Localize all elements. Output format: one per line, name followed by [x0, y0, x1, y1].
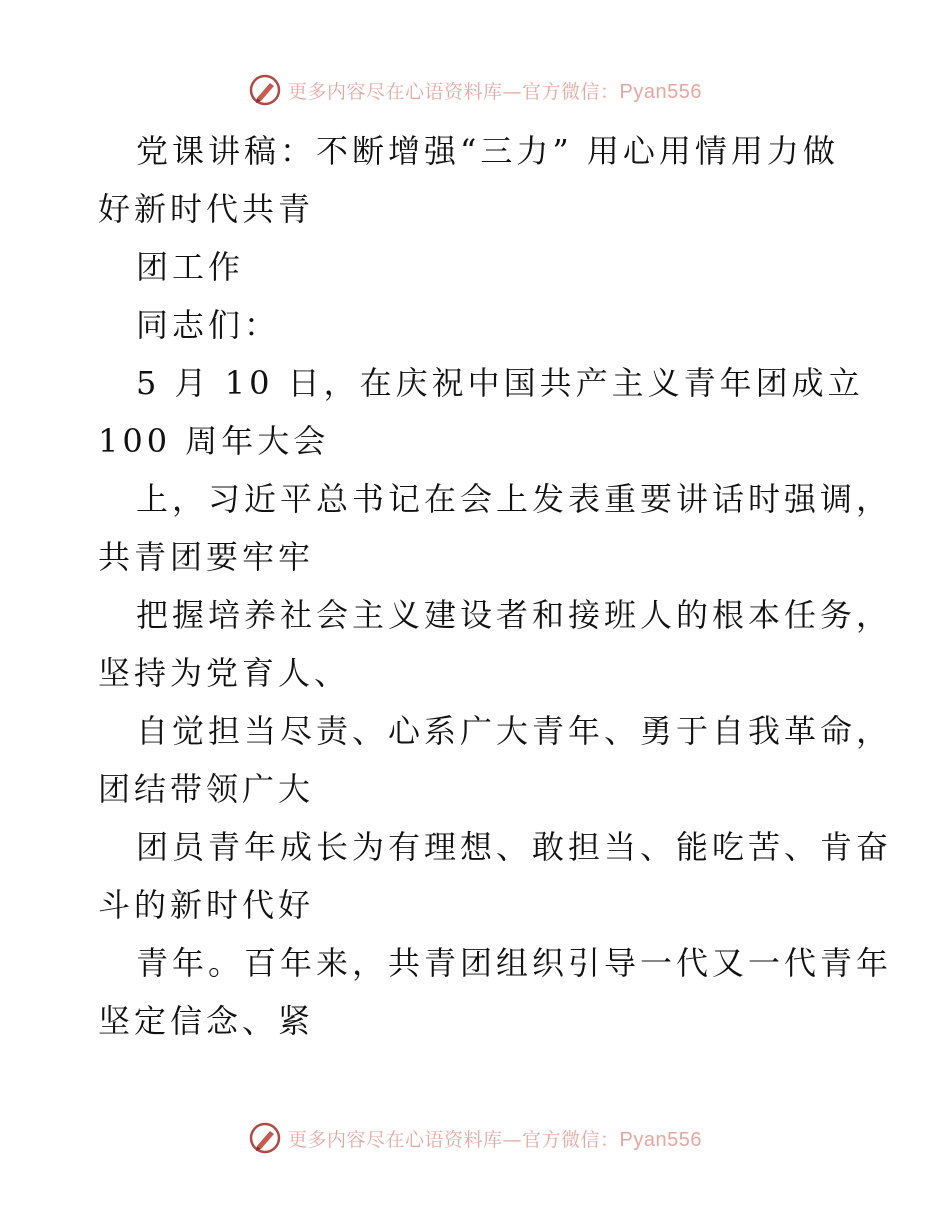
watermark-text: 更多内容尽在心语资料库—官方微信：Pyan556: [288, 1128, 702, 1151]
pen-logo-icon: [248, 1121, 282, 1155]
text-line: 青年。百年来，共青团组织引导一代又一代青年: [136, 944, 893, 982]
text-line: 自觉担当尽责、心系广大青年、勇于自我革命，: [136, 712, 893, 750]
text-line: 好新时代共青: [98, 190, 315, 228]
document-body: [98, 122, 893, 1050]
text-line: 共青团要牢牢: [98, 538, 315, 576]
pen-logo-icon: [248, 73, 282, 107]
text-line: 把握培养社会主义建设者和接班人的根本任务，: [136, 596, 893, 634]
footer-watermark: [0, 1118, 950, 1158]
text-line: 100 周年大会: [98, 422, 330, 460]
text-line: 斗的新时代好: [98, 886, 315, 924]
text-line: 团员青年成长为有理想、敢担当、能吃苦、肯奋: [136, 828, 893, 866]
watermark-text: 更多内容尽在心语资料库—官方微信：Pyan556: [288, 80, 702, 103]
text-line: 坚定信念、紧: [98, 1002, 315, 1040]
text-line: 5 月 10 日，在庆祝中国共产主义青年团成立: [136, 364, 864, 402]
text-line: 党课讲稿：不断增强“三力” 用心用情用力做: [136, 132, 839, 170]
text-line: 团工作: [136, 248, 245, 286]
text-line: 坚持为党育人、: [98, 654, 351, 692]
text-line: 上，习近平总书记在会上发表重要讲话时强调，: [136, 480, 893, 518]
text-line: 团结带领广大: [98, 770, 315, 808]
text-line: 同志们：: [136, 306, 281, 344]
header-watermark: [0, 70, 950, 110]
